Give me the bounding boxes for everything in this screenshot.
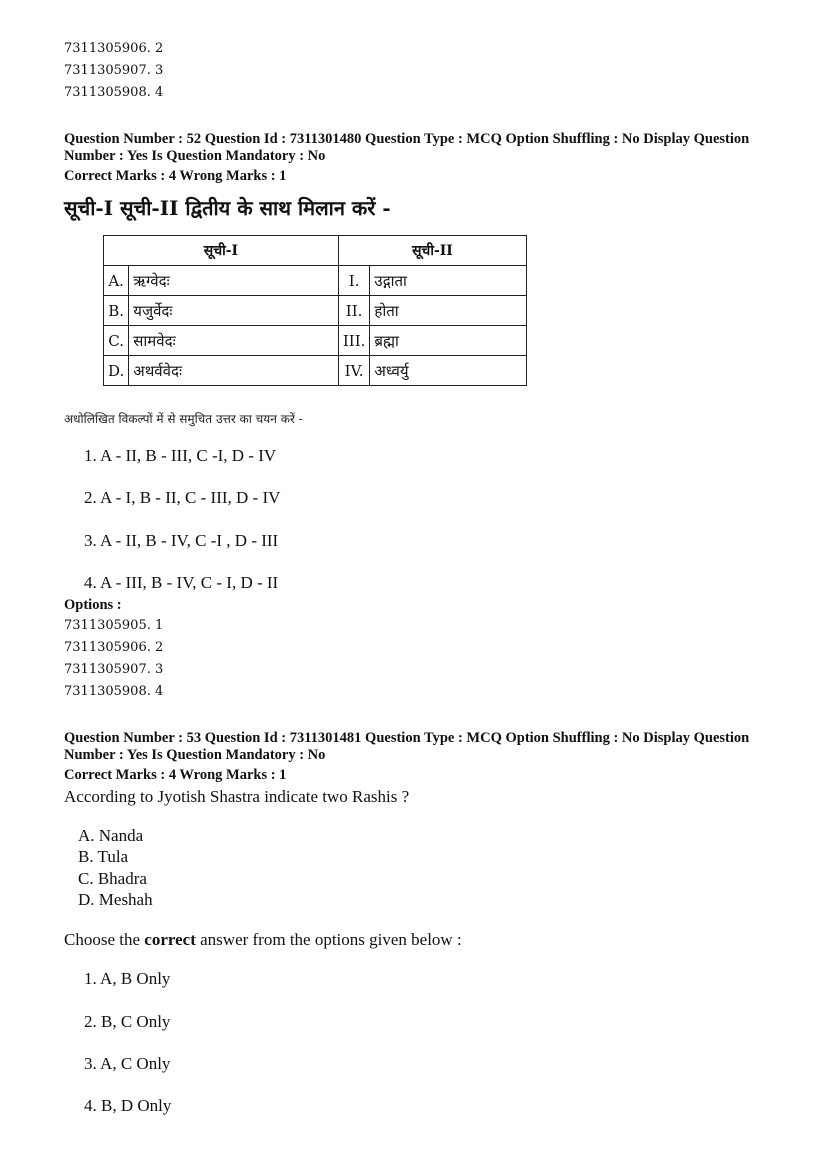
options-label: Options :	[64, 597, 122, 613]
table-row	[104, 356, 527, 386]
table-row	[104, 296, 527, 326]
question-52-header-line2: Number : Yes Is Question Mandatory : No	[64, 148, 326, 164]
row-key-left: D.	[104, 356, 129, 386]
list-item: A. Nanda	[78, 826, 144, 845]
column-header-list1: सूची-I	[104, 236, 339, 266]
match-table	[103, 235, 527, 386]
answer-choice[interactable]: 3. A - II, B - IV, C -I , D - III	[84, 531, 279, 550]
row-value-left: यजुर्वेदः	[129, 296, 339, 326]
row-value-left: अथर्ववेदः	[129, 356, 339, 386]
list-item: B. Tula	[78, 847, 129, 866]
row-value-left: ऋग्वेदः	[129, 266, 339, 296]
question-53-header-line2: Number : Yes Is Question Mandatory : No	[64, 747, 326, 763]
answer-choice[interactable]: 3. A, C Only	[84, 1054, 171, 1073]
row-key-left: A.	[104, 266, 129, 296]
question-53-header-line1: Question Number : 53 Question Id : 7311301481 Question Type : MCQ Option Shuffling : No Display Question	[64, 730, 750, 746]
row-key-left: C.	[104, 326, 129, 356]
row-value-right: ब्रह्मा	[370, 326, 527, 356]
option-id-line: 7311305907. 3	[64, 63, 164, 78]
option-id-line: 7311305906. 2	[64, 640, 164, 655]
option-id-line: 7311305906. 2	[64, 41, 164, 56]
answer-choice[interactable]: 2. B, C Only	[84, 1012, 171, 1031]
row-value-right: उद्गाता	[370, 266, 527, 296]
option-id-line: 7311305908. 4	[64, 684, 164, 699]
row-key-right: II.	[338, 296, 370, 326]
question-53-title: According to Jyotish Shastra indicate two Rashis ?	[64, 787, 410, 806]
answer-choice[interactable]: 4. B, D Only	[84, 1096, 172, 1115]
answer-choice[interactable]: 1. A - II, B - III, C -I, D - IV	[84, 446, 277, 465]
table-header-row	[104, 236, 527, 266]
answer-choice[interactable]: 1. A, B Only	[84, 969, 171, 988]
list-item: D. Meshah	[78, 890, 153, 909]
question-52-header-line1: Question Number : 52 Question Id : 7311301480 Question Type : MCQ Option Shuffling : No Display Question	[64, 131, 750, 147]
answer-choice[interactable]: 4. A - III, B - IV, C - I, D - II	[84, 573, 279, 592]
question-52-instruction: अधोलिखित विकल्पों में से समुचित उत्तर का चयन करें -	[64, 412, 303, 426]
row-value-right: होता	[370, 296, 527, 326]
list-item: C. Bhadra	[78, 869, 147, 888]
question-52-marks: Correct Marks : 4 Wrong Marks : 1	[64, 168, 287, 184]
row-key-left: B.	[104, 296, 129, 326]
column-header-list2: सूची-II	[338, 236, 526, 266]
row-key-right: IV.	[338, 356, 370, 386]
table-row	[104, 326, 527, 356]
question-52-header	[64, 131, 764, 185]
row-value-left: सामवेदः	[129, 326, 339, 356]
question-53-marks: Correct Marks : 4 Wrong Marks : 1	[64, 767, 287, 783]
question-53-header	[64, 730, 764, 784]
option-id-line: 7311305905. 1	[64, 618, 164, 633]
question-53-prompt: Choose the correct answer from the options given below :	[64, 930, 462, 949]
row-key-right: III.	[338, 326, 370, 356]
question-52-title: सूची-I सूची-II द्वितीय के साथ मिलान करें -	[64, 196, 391, 220]
option-id-line: 7311305908. 4	[64, 85, 164, 100]
table-row	[104, 266, 527, 296]
option-id-line: 7311305907. 3	[64, 662, 164, 677]
answer-choice[interactable]: 2. A - I, B - II, C - III, D - IV	[84, 488, 281, 507]
row-value-right: अध्वर्यु	[370, 356, 527, 386]
row-key-right: I.	[338, 266, 370, 296]
